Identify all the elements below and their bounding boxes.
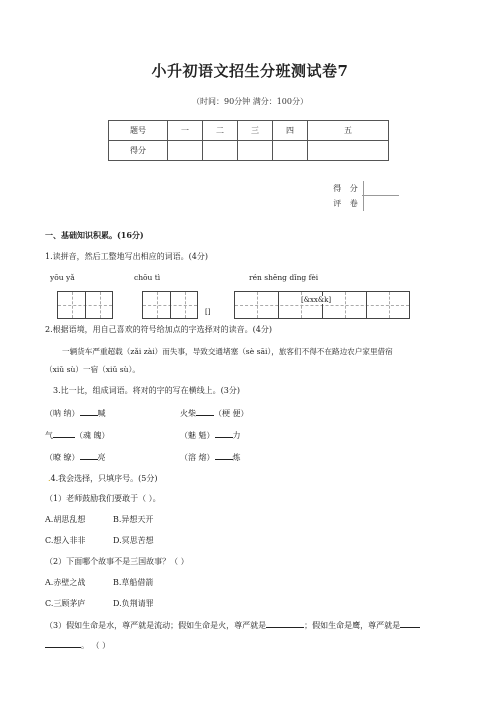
- answer-blank[interactable]: [266, 619, 304, 628]
- q4-sub-3-line-1: [45, 619, 420, 631]
- q1-grid-note: [&xx&k]: [301, 296, 332, 304]
- q1-pinyin-1: yōu yǎ: [50, 273, 75, 282]
- answer-blank[interactable]: [45, 639, 81, 648]
- q4-sub-1: （1）老师鼓励我们要敢于（ ）。: [45, 494, 161, 503]
- q4-sub-3-text: ；假如生命是鹰，尊严就是: [304, 621, 401, 630]
- q4-option[interactable]: B.草船借箭: [113, 578, 154, 587]
- q3-item-3: [45, 429, 110, 441]
- grader-score-field[interactable]: [362, 181, 399, 196]
- score-table-header: 二: [203, 121, 238, 141]
- answer-blank[interactable]: [80, 407, 98, 416]
- q4-prompt: [48, 473, 158, 484]
- answer-blank[interactable]: [196, 407, 214, 416]
- score-table: [108, 120, 389, 161]
- q4-option[interactable]: A.赤壁之战: [45, 578, 86, 587]
- score-table-header: 四: [273, 121, 308, 141]
- q4-sub-3-end: 。 （ ）: [81, 641, 111, 650]
- q1-writing-grid-2[interactable]: [142, 291, 198, 319]
- score-cell[interactable]: [238, 141, 273, 161]
- q1-pinyin-3: rén shēng dǐng fèi: [249, 273, 319, 282]
- q3-choice-chars: （梗 便）: [214, 409, 249, 418]
- q3-choice-chars: （呐 纳）: [45, 409, 80, 418]
- q1-prompt: 1.读拼音，然后工整地写出相应的词语。(4分): [45, 252, 208, 261]
- q2-sentence-line-1: 一辆货车严重超载（zǎi zài）而失事，导致交通堵塞（sè sāi），旅客们不得不在路边农户家里借宿: [62, 347, 393, 356]
- q3-choice-chars: （魂 魄）: [75, 431, 110, 440]
- grid-guide: [185, 292, 186, 318]
- grader-box: [332, 181, 399, 211]
- q4-option[interactable]: B.异想天开: [113, 515, 154, 524]
- q3-item-2: [180, 407, 249, 419]
- score-row-label: 得分: [109, 141, 168, 161]
- q3-item-6: [180, 451, 241, 463]
- q3-word-tail: 亮: [97, 453, 106, 462]
- q3-choice-chars: （魅 魁）: [180, 431, 215, 440]
- exam-info: （时间：90分钟 满分：100分）: [192, 97, 308, 106]
- score-table-header: 三: [238, 121, 273, 141]
- answer-blank[interactable]: [53, 429, 75, 438]
- q3-word-tail: 喊: [97, 409, 106, 418]
- q2-sentence-line-2: （xiǔ sù）一宿（xiǔ sù）。: [45, 365, 140, 374]
- q4-sub-2: （2）下面哪个故事不是三国故事？（ ）: [45, 557, 189, 566]
- q3-word-tail: 炼: [232, 453, 241, 462]
- q3-prompt: 3.比一比，组成词语。将对的字的写在横线上。(3分): [53, 386, 240, 395]
- grader-reviewer-label: 评 卷: [333, 199, 361, 208]
- score-cell[interactable]: [308, 141, 389, 161]
- q2-prompt: 2.根据语境，用自己喜欢的符号给加点的字选择对的读音。(4分): [45, 325, 272, 334]
- q1-pinyin-2: chōu tì: [134, 273, 161, 282]
- q3-word-tail: 力: [232, 431, 241, 440]
- q3-word-head: 气: [45, 431, 53, 440]
- grid-cell: [143, 292, 171, 318]
- q4-option[interactable]: A.胡思乱想: [45, 515, 86, 524]
- grader-score-label: 得 分: [333, 184, 361, 193]
- q4-option[interactable]: C.想入非非: [45, 536, 86, 545]
- q1-writing-grid-1[interactable]: [57, 291, 113, 319]
- score-cell[interactable]: [203, 141, 238, 161]
- q4-option[interactable]: C.三顾茅庐: [45, 599, 86, 608]
- answer-blank[interactable]: [215, 429, 233, 438]
- q3-choice-chars: （暸 缭）: [45, 453, 80, 462]
- answer-blank[interactable]: [80, 451, 98, 460]
- q4-option[interactable]: D.负荆请罪: [113, 599, 154, 608]
- q3-choice-chars: （溶 熔）: [180, 453, 215, 462]
- score-table-header: 题号: [109, 121, 168, 141]
- grid-guide: [389, 292, 390, 318]
- grader-divider: [363, 181, 364, 211]
- q3-item-5: [45, 451, 106, 463]
- answer-blank[interactable]: [215, 451, 233, 460]
- score-cell[interactable]: [273, 141, 308, 161]
- bullet-mark: .: [48, 474, 51, 483]
- grid-guide: [100, 292, 101, 318]
- score-cell[interactable]: [168, 141, 203, 161]
- score-table-score-row: [109, 141, 389, 161]
- grid-cell: [58, 292, 86, 318]
- page-title: 小升初语文招生分班测试卷7: [151, 62, 349, 80]
- score-table-header-row: [109, 121, 389, 141]
- grader-row-score: [332, 181, 399, 196]
- q3-item-1: [45, 407, 106, 419]
- q3-word-head: 火柴: [180, 409, 196, 418]
- score-table-header: 一: [168, 121, 203, 141]
- q1-bracket: []: [205, 308, 211, 316]
- q4-prompt-text: 4.我会选择，只填序号。(5分): [50, 474, 158, 483]
- q4-sub-3-line-2: [45, 639, 110, 651]
- q3-item-4: [180, 429, 241, 441]
- q4-option[interactable]: D.冥思苦想: [113, 536, 154, 545]
- section-heading: 一、基础知识积累。(16分): [45, 230, 144, 240]
- answer-blank[interactable]: [400, 619, 420, 628]
- grader-reviewer-field[interactable]: [362, 197, 399, 211]
- score-table-header: 五: [308, 121, 389, 141]
- grader-row-reviewer: [332, 196, 399, 211]
- q4-sub-3-text: （3）假如生命是水，尊严就是流动；假如生命是火，尊严就是: [45, 621, 267, 630]
- grid-cell: [235, 292, 279, 318]
